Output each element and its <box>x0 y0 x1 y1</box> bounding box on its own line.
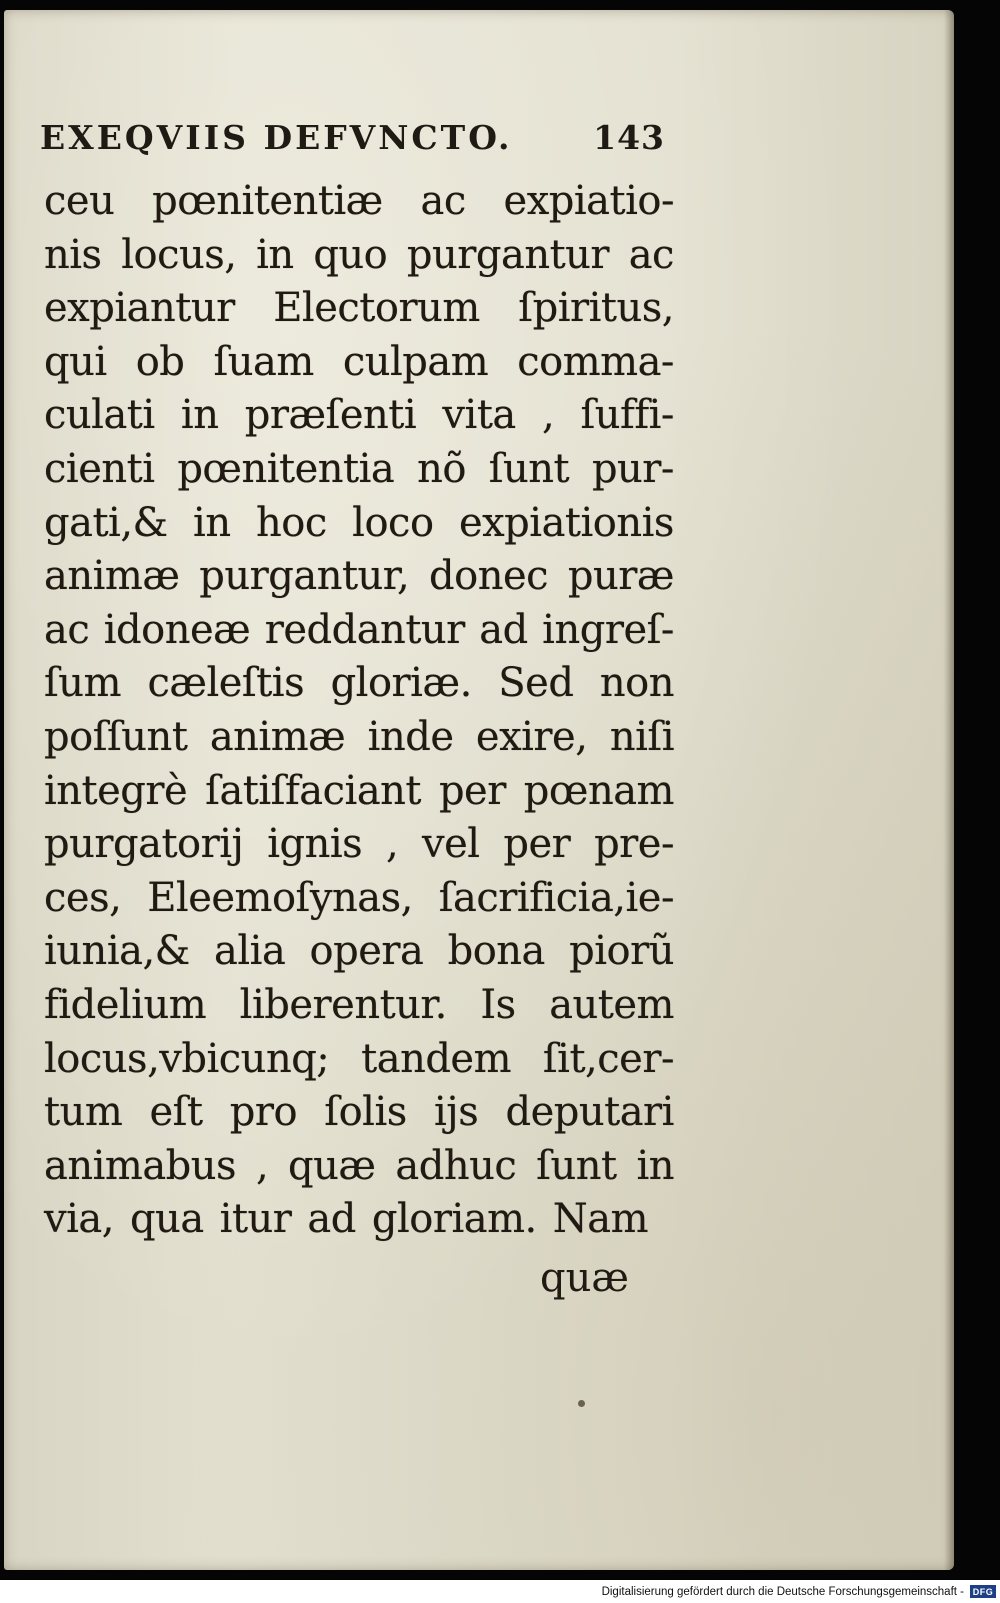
word: via, <box>44 1196 114 1243</box>
word: ſit,cer- <box>542 1035 674 1082</box>
body-text <box>44 175 674 1247</box>
page-edge-shadow <box>944 10 954 1570</box>
word: culpam <box>342 338 489 385</box>
text-line <box>44 389 674 443</box>
word: , <box>386 821 399 868</box>
word: pro <box>229 1089 298 1136</box>
word: per <box>503 821 571 868</box>
word: qua <box>129 1196 204 1243</box>
text-line <box>44 1033 674 1087</box>
word: ſacrificia,ie- <box>438 874 674 921</box>
word: animæ <box>44 553 180 600</box>
word: Nam <box>552 1196 649 1243</box>
word: ad <box>479 606 528 653</box>
word: loco <box>352 499 434 546</box>
word: hoc <box>256 499 327 546</box>
word: locus, <box>121 231 237 278</box>
word: pur- <box>591 445 674 492</box>
word: culati <box>44 392 155 439</box>
word: in <box>193 499 231 546</box>
word: autem <box>549 981 674 1028</box>
word: donec <box>429 553 549 600</box>
text-line <box>44 229 674 283</box>
page-number: 143 <box>593 118 665 157</box>
dfg-logo: DFG <box>970 1585 996 1598</box>
word: exire, <box>475 713 588 760</box>
word: itur <box>219 1196 292 1243</box>
word: locus,vbicunq; <box>44 1035 330 1082</box>
word: , <box>255 1142 269 1189</box>
word: ad <box>307 1196 356 1243</box>
word: gloriæ. <box>330 660 472 707</box>
word: qui <box>44 338 107 385</box>
word: ſatiſfaciant <box>205 767 421 814</box>
text-line <box>44 443 674 497</box>
word: ſuam <box>213 338 314 385</box>
book-page <box>4 10 954 1570</box>
text-line <box>44 175 674 229</box>
word: idoneæ <box>103 606 251 653</box>
word: ſolis <box>324 1089 407 1136</box>
word: iunia,& <box>44 928 190 975</box>
word: purgatorij <box>44 821 244 868</box>
text-line <box>44 282 674 336</box>
word: cæleſtis <box>147 660 305 707</box>
word: animabus <box>44 1142 237 1189</box>
text-line <box>44 1140 674 1194</box>
word: præſenti <box>244 392 417 439</box>
word: , <box>541 392 555 439</box>
text-line <box>44 818 674 872</box>
word: ces, <box>44 874 122 921</box>
word: tum <box>44 1089 123 1136</box>
word: eſt <box>149 1089 203 1136</box>
text-line <box>44 925 674 979</box>
word: nis <box>44 231 102 278</box>
running-head-title: EXEQVIIS DEFVNCTO. <box>40 118 513 157</box>
word: inde <box>367 713 454 760</box>
text-line <box>44 711 674 765</box>
word: ac <box>628 231 674 278</box>
word: quæ <box>288 1142 376 1189</box>
word: ingreſ- <box>542 606 674 653</box>
word: fidelium <box>44 981 207 1028</box>
text-line <box>44 657 674 711</box>
word: in <box>180 392 219 439</box>
text-line <box>44 979 674 1033</box>
word: cienti <box>44 445 155 492</box>
word: piorũ <box>569 928 674 975</box>
word: expiationis <box>458 499 674 546</box>
word: opera <box>309 928 424 975</box>
word: pœnam <box>523 767 674 814</box>
word: in <box>636 1142 674 1189</box>
catchword: quæ <box>540 1255 629 1301</box>
word: Sed <box>498 660 574 707</box>
word: pœnitentiæ <box>152 178 383 224</box>
word: ſunt <box>488 445 570 492</box>
word: animæ <box>209 713 346 760</box>
text-line <box>44 765 674 819</box>
word: reddantur <box>264 606 465 653</box>
word: in <box>256 231 294 278</box>
word: Is <box>480 981 516 1028</box>
word: gloriam. <box>371 1196 537 1243</box>
word: ſum <box>44 660 121 707</box>
word: ac <box>420 178 466 224</box>
text-line <box>44 1086 674 1140</box>
digitization-footer <box>0 1580 1000 1603</box>
word: ijs <box>434 1089 479 1136</box>
word: ceu <box>44 178 115 224</box>
word: alia <box>214 928 286 975</box>
word: Eleemoſynas, <box>147 874 413 921</box>
text-line <box>44 1193 674 1247</box>
word: poſſunt <box>44 713 188 760</box>
text-line <box>44 872 674 926</box>
word: puræ <box>567 553 674 600</box>
word: per <box>438 767 506 814</box>
word: liberentur. <box>239 981 447 1028</box>
word: ob <box>135 338 185 385</box>
word: pre- <box>594 821 674 868</box>
word: bona <box>447 928 545 975</box>
word: ſuffi- <box>580 392 674 439</box>
word: quo <box>313 231 388 278</box>
word: pœnitentia <box>177 445 395 492</box>
word: ac <box>44 606 90 653</box>
word: niſi <box>609 713 674 760</box>
word: expiatio- <box>503 178 674 224</box>
word: purgantur <box>406 231 610 278</box>
word: vita <box>442 392 516 439</box>
word: adhuc <box>395 1142 517 1189</box>
word: Electorum <box>273 285 480 332</box>
word: ſunt <box>536 1142 617 1189</box>
word: ignis <box>267 821 363 868</box>
word: integrè <box>44 767 188 814</box>
word: comma- <box>517 338 674 385</box>
word: expiantur <box>44 285 235 332</box>
word: deputari <box>505 1089 674 1136</box>
word: vel <box>422 821 480 868</box>
word: ſpiritus, <box>518 285 674 332</box>
funding-credit: Digitalisierung gefördert durch die Deutsche Forschungsgemeinschaft - <box>601 1585 964 1598</box>
text-line <box>44 550 674 604</box>
word: nõ <box>417 445 466 492</box>
text-line <box>44 497 674 551</box>
word: tandem <box>361 1035 512 1082</box>
paper-speck <box>578 1400 585 1407</box>
word: gati,& <box>44 499 168 546</box>
word: purgantur, <box>199 553 410 600</box>
text-line <box>44 604 674 658</box>
text-line <box>44 336 674 390</box>
word: non <box>599 660 674 707</box>
running-head <box>40 118 665 157</box>
